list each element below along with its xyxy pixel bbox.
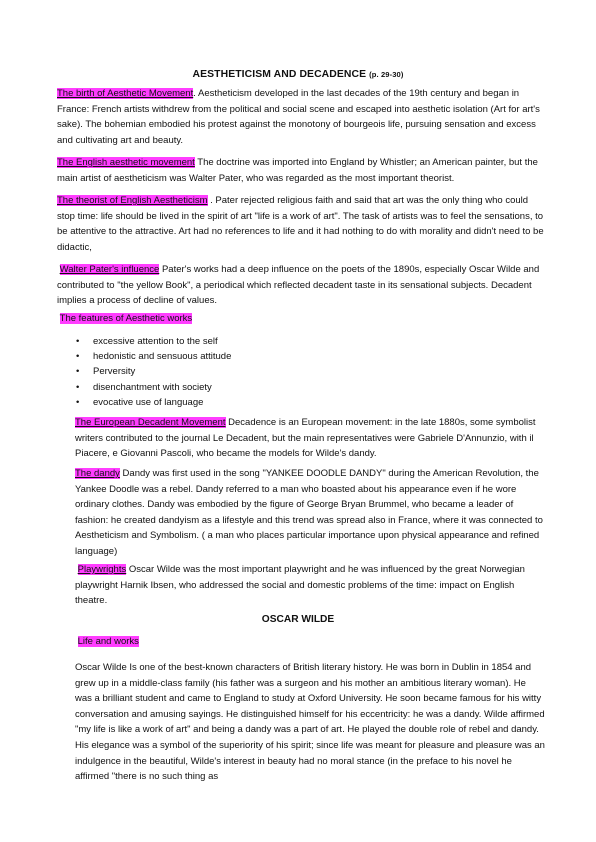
title-page-range: (p. 29-30) — [369, 70, 404, 79]
paragraph-birth — [57, 86, 544, 148]
text-pater: Pater's works had a deep influence on the poets of the 1890s, especially Oscar Wilde and contributed to "the yellow Book", a periodical which reflected decadent taste in its sensational subjects. Decadent implies a process of decline of values. — [57, 264, 540, 307]
text-dandy: Dandy was first used in the song "YANKEE DOODLE DANDY" during the American Revolution, the Yankee Doodle was a rebel. Dandy referred to a man who boasted about his appearance even if he wore ordinary clothes. Dandy was embodied by the figure of George Bryan Brummel, who became a leader of fashion: he created dandyism as a lifestyle and this trend was spread also in France, where it was connected to Aestheticism and Symbolism. ( a man who places particular importance upon physical appearance and refined language) — [75, 468, 543, 557]
features-list — [76, 334, 231, 410]
section-title-oscar-wilde: OSCAR WILDE — [261, 614, 335, 625]
paragraph-playwrights — [75, 562, 545, 609]
paragraph-dandy — [75, 466, 545, 560]
paragraph-theorist — [57, 193, 544, 255]
heading-pater: Walter Pater's influence — [59, 264, 160, 275]
text-playwrights: Oscar Wilde was the most important playwright and he was influenced by the great Norwegian playwright Harnik Ibsen, who addressed the social and domestic problems of the time: impact on English theatre. — [75, 564, 525, 607]
paragraph-features — [57, 311, 544, 327]
list-item: • excessive attention to the self — [76, 334, 231, 349]
heading-life-works: Life and works — [77, 636, 139, 647]
heading-theorist: The theorist of English Aestheticism — [57, 195, 208, 206]
paragraph-english — [57, 155, 544, 186]
paragraph-pater — [57, 262, 544, 309]
heading-english: The English aesthetic movement — [57, 157, 195, 168]
text-theorist: . Pater rejected religious faith and said that art was the only thing who could stop time: life should be lived in the spirit of art "life is a work of art". The task of artists was to feel the sensations, to be attentive to the attractive. Art had no references to life and it had nothing to do with morality and didn't need to be didactic, — [57, 195, 544, 253]
page-title — [0, 69, 596, 80]
title-text: AESTHETICISM AND DECADENCE — [192, 69, 367, 80]
paragraph-european — [75, 415, 545, 462]
heading-features: The features of Aesthetic works — [59, 313, 193, 324]
text-birth: . Aestheticism developed in the last decades of the 19th century and began in France: French artists withdrew from the political and social scene and escaped into aesthetic isolation (Art for art's sake). The bohemian embodied his protest against the monotony of bourgeois life, pursuing sensation and excess and cultivating art and beauty. — [57, 88, 540, 146]
heading-dandy: The dandy — [75, 468, 120, 479]
heading-playwrights: Playwrights — [77, 564, 127, 575]
list-item: • Perversity — [76, 364, 231, 379]
heading-birth: The birth of Aesthetic Movement — [57, 88, 194, 99]
heading-european: The European Decadent Movement — [75, 417, 226, 428]
text-european: Decadence is an European movement: in the late 1880s, some symbolist writers contributed to the journal Le Decadent, but the main representatives were Gabriele D'Annunzio, with il Piacere, e Giovanni Pascoli, who became the models for Wilde's dandy. — [75, 417, 536, 460]
paragraph-life-heading — [75, 634, 545, 650]
list-item: • disenchantment with society — [76, 380, 231, 395]
paragraph-wilde-life: Oscar Wilde Is one of the best-known characters of British literary history. He was born in Dublin in 1854 and grew up in a middle-class family (his father was a surgeon and his mother an ambitious literary woman). He was a brilliant student and came to England to study at Oxford University. He soon became famous for his witty conversation and amusing sayings. He distinguished himself for his eccentricity: he was a dandy. Wilde affirmed "my life is like a work of art" and being a dandy was a part of art. He played the double role of rebel and dandy. His elegance was a symbol of the superiority of his spirit; since life was meant for pleasure and pleasure was an indulgence in the beautiful, Wilde's interest in beauty had no moral stance (in the preface to his novel he affirmed "there is no such thing as — [75, 662, 545, 783]
list-item: • evocative use of language — [76, 395, 231, 410]
list-item: • hedonistic and sensuous attitude — [76, 349, 231, 364]
text-english: The doctrine was imported into England by Whistler; an American painter, but the main artist of aestheticism was Walter Pater, who was regarded as the most important theorist. — [57, 157, 538, 184]
